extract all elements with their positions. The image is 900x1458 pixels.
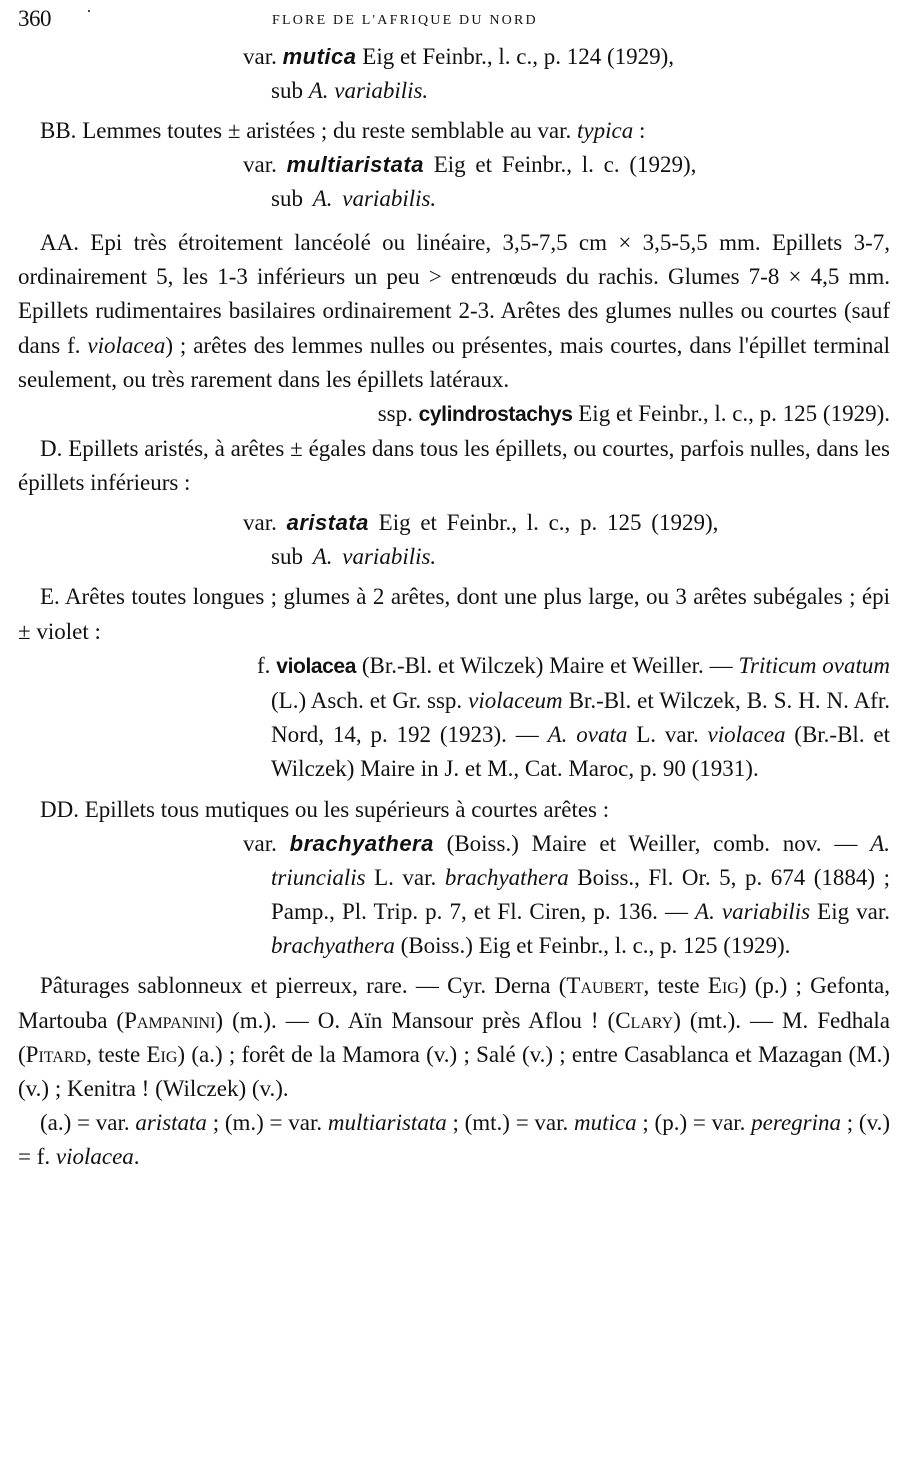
key-label: D. xyxy=(40,436,63,462)
sub-genus: A. xyxy=(312,544,333,570)
synonym-text: L. var. xyxy=(627,722,708,748)
key-BB xyxy=(18,114,890,148)
sub-genus: A. xyxy=(308,78,329,103)
sub-species: variabilis. xyxy=(332,544,437,570)
taxon-name: aristata xyxy=(286,510,369,536)
distribution-text: , teste xyxy=(643,973,708,999)
taxon-line xyxy=(18,506,890,540)
collector-name: Clary xyxy=(615,1007,674,1033)
taxon-mutica xyxy=(18,40,890,108)
synonym-epithet: brachyathera xyxy=(444,864,569,890)
key-label: E. xyxy=(40,584,60,610)
sub-prefix: sub xyxy=(271,78,309,103)
key-text: Epillets aristés, à arêtes ± égales dans tous les épillets, ou courtes, parfois nulles, dans les épillets inférieurs : xyxy=(18,436,890,496)
taxon-rank: var. xyxy=(243,152,277,177)
taxon-multiaristata xyxy=(18,148,890,216)
key-text: Epillets tous mutiques ou les supérieurs à courtes arêtes : xyxy=(78,796,610,822)
synonym-ref: (Br.-Bl. et Wilczek) Maire in J. et M., Cat. Maroc, p. 90 (1931). xyxy=(271,722,891,782)
key-label: AA. xyxy=(40,230,79,255)
collector-name: Eig xyxy=(707,973,739,999)
collector-name: Pampanini xyxy=(124,1007,216,1033)
synonym-text: L. var. xyxy=(365,864,445,890)
taxon-line xyxy=(18,148,890,182)
synonym-genus: A. triuncialis xyxy=(271,830,890,890)
synonym-text: Eig var. xyxy=(810,899,890,925)
taxon-name: brachyathera xyxy=(289,830,434,856)
key-label: BB. xyxy=(40,118,77,143)
sub-prefix: sub xyxy=(271,186,313,211)
taxon-rank: var. xyxy=(243,830,277,856)
key-E xyxy=(18,580,890,648)
taxon-rank: var. xyxy=(243,44,277,69)
distribution-text: ) (mt.). — M. Fedhala ( xyxy=(18,1007,891,1067)
taxon-rank: var. xyxy=(243,510,277,536)
taxon-citation: Eig et Feinbr., l. c., p. 124 (1929), xyxy=(356,44,675,69)
legend-code: ; (v.) = f. xyxy=(18,1110,890,1170)
legend-name: violacea xyxy=(55,1144,134,1170)
page-number: 360 xyxy=(18,6,51,31)
running-head xyxy=(18,0,890,40)
document-page xyxy=(18,0,890,1175)
key-text: Epi très étroitement lancéolé ou linéaire, 3,5-7,5 cm × 3,5-5,5 mm. Epillets 3-7, ordinairement 5, les 1-3 inférieurs un peu > entrenœuds du rachis. Glumes 7-8 × 4,5 mm. Epillets rudimentaires basilaires ordinairement 2-3. Arêtes des glumes nulles ou courtes (sauf dans f. xyxy=(18,230,890,358)
collector-name: Eig xyxy=(146,1041,178,1067)
legend-end: . xyxy=(133,1144,140,1170)
synonym-text: (L.) Asch. et Gr. ssp. xyxy=(271,688,469,714)
synonym-epithet: brachyathera xyxy=(271,933,395,959)
legend-name: multiaristata xyxy=(327,1110,447,1136)
taxon-author: (Br.-Bl. et Wilczek) Maire et Weiller. — xyxy=(356,652,733,678)
sub-genus: A. xyxy=(312,186,333,211)
distribution-paragraph xyxy=(18,969,890,1106)
taxon-line xyxy=(18,40,890,74)
taxon-rank: ssp. xyxy=(377,401,413,427)
taxon-aristata xyxy=(18,506,890,574)
distribution-text: ) (a.) ; forêt de la Mamora (v.) ; Salé (v.) ; entre Casablanca et Mazagan (M.) (v.) ; Kenitra ! (Wilczek) (v.). xyxy=(18,1041,890,1102)
taxon-citation: Eig et Feinbr., l. c., p. 125 (1929). xyxy=(572,401,890,427)
legend-code: (a.) = var. xyxy=(40,1110,136,1136)
taxon-author: (Boiss.) Maire et Weiller, comb. nov. — xyxy=(433,830,871,856)
taxon-rank: f. xyxy=(257,652,271,678)
synonym-epithet: violacea xyxy=(707,722,786,748)
sub-prefix: sub xyxy=(271,544,313,570)
key-ref: typica xyxy=(577,118,634,143)
taxon-name: multiaristata xyxy=(286,152,424,177)
sub-species: variabilis. xyxy=(328,78,429,103)
collector-name: Taubert xyxy=(566,973,644,999)
taxon-sub-line xyxy=(18,540,890,574)
legend-name: peregrina xyxy=(751,1110,842,1136)
running-title: FLORE DE L'AFRIQUE DU NORD xyxy=(272,13,538,28)
taxon-sub-line xyxy=(18,182,890,216)
abbreviation-legend xyxy=(18,1106,890,1174)
synonym-genus: A. variabilis xyxy=(695,899,811,925)
distribution-text: Pâturages sablonneux et pierreux, rare. — Cyr. Derna ( xyxy=(40,973,567,999)
distribution-text: , teste xyxy=(86,1041,147,1067)
legend-name: mutica xyxy=(574,1110,637,1136)
legend-code: ; (mt.) = var. xyxy=(446,1110,575,1136)
taxon-citation: Eig et Feinbr., l. c., p. 125 (1929), xyxy=(368,510,719,536)
key-text-cont: ) ; arêtes des lemmes nulles ou présentes, mais courtes, dans l'épillet terminal seulement, ou très rarement dans les épillets latéraux. xyxy=(18,332,890,392)
distribution-text: ) (m.). — O. Aïn Mansour près Aflou ! ( xyxy=(215,1007,616,1033)
synonym-genus: A. ovata xyxy=(547,722,628,748)
taxon-brachyathera xyxy=(18,827,890,964)
taxon-sub-line xyxy=(18,74,890,108)
taxon-name: violacea xyxy=(276,654,356,678)
taxon-violacea xyxy=(18,649,890,787)
distribution-text: ) (p.) ; Gefonta, Martouba ( xyxy=(18,973,890,1033)
synonym-ref: (Boiss.) Eig et Feinbr., l. c., p. 125 (1929). xyxy=(394,933,791,959)
key-AA xyxy=(18,226,890,397)
legend-name: aristata xyxy=(135,1110,207,1136)
key-D xyxy=(18,432,890,500)
taxon-citation: Eig et Feinbr., l. c. (1929), xyxy=(423,152,697,177)
sub-species: variabilis. xyxy=(332,186,437,211)
synonym-genus: Triticum ovatum xyxy=(738,652,891,678)
taxon-name: cylindrostachys xyxy=(418,403,573,427)
taxon-cylindrostachys xyxy=(18,397,890,432)
taxon-name: mutica xyxy=(282,44,357,69)
key-label: DD. xyxy=(40,796,79,822)
legend-code: ; (p.) = var. xyxy=(636,1110,752,1136)
key-ref: violacea xyxy=(87,332,166,358)
key-text: Arêtes toutes longues ; glumes à 2 arêtes, dont une plus large, ou 3 arêtes subégales ; épi ± violet : xyxy=(18,584,890,644)
collector-name: Pitard xyxy=(25,1041,87,1067)
synonym-ref: Boiss., Fl. Or. 5, p. 674 (1884) ; Pamp., Pl. Trip. p. 7, et Fl. Ciren, p. 136. — xyxy=(271,864,890,925)
synonym-ref: Br.-Bl. et Wilczek, B. S. H. N. Afr. Nord, 14, p. 192 (1923). — xyxy=(271,688,890,748)
key-DD xyxy=(18,793,890,827)
legend-code: ; (m.) = var. xyxy=(206,1110,328,1136)
key-text: Lemmes toutes ± aristées ; du reste semblable au var. xyxy=(76,118,578,143)
key-end: : xyxy=(633,118,646,143)
scan-speck xyxy=(88,10,90,12)
synonym-epithet: violaceum xyxy=(468,688,563,714)
